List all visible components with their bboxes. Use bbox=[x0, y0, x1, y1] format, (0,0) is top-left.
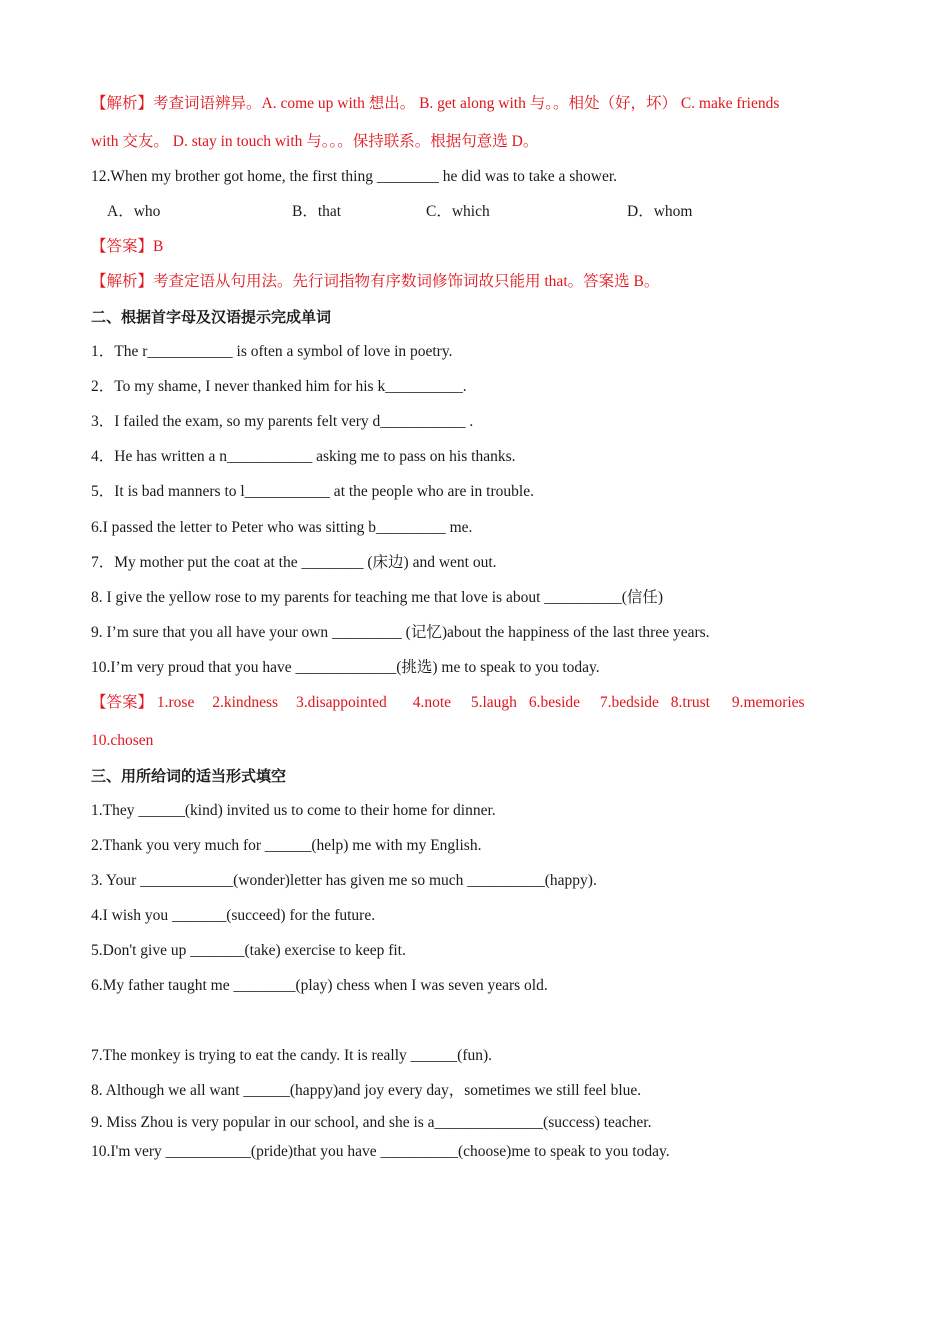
section2-item: 6.I passed the letter to Peter who was sitting b_________ me. bbox=[91, 519, 473, 536]
section3-item: 9. Miss Zhou is very popular in our school, and she is a______________(success) teacher. bbox=[91, 1114, 652, 1131]
section2-title: 二、根据首字母及汉语提示完成单词 bbox=[91, 308, 332, 326]
section3-item: 5.Don't give up _______(take) exercise to keep fit. bbox=[91, 942, 406, 959]
section2-item: 2．To my shame, I never thanked him for his k__________. bbox=[91, 378, 467, 395]
answer-item: 7.bedside bbox=[599, 694, 659, 711]
section2-item: 9. I’m sure that you all have your own _________ (记忆)about the happiness of the last three years. bbox=[91, 624, 710, 641]
section3-item: 1.They ______(kind) invited us to come to their home for dinner. bbox=[91, 802, 496, 819]
answer-item: 8.trust bbox=[670, 694, 710, 711]
q11-analysis-line2: with 交友。 D. stay in touch with 与。。。保持联系。根据句意选 D。 bbox=[91, 133, 539, 150]
q12-option-c: C．which bbox=[426, 203, 490, 220]
answer-item: 9.memories bbox=[731, 694, 805, 711]
answer-label: 【答案】 bbox=[91, 694, 154, 711]
section2-item: 5．It is bad manners to l___________ at the people who are in trouble. bbox=[91, 483, 534, 500]
section2-item: 7．My mother put the coat at the ________ (床边) and went out. bbox=[91, 554, 497, 571]
answer-item: 2.kindness bbox=[212, 694, 279, 711]
section2-item: 10.I’m very proud that you have _____________(挑选) me to speak to you today. bbox=[91, 659, 600, 676]
answer-item: 1.rose bbox=[156, 694, 195, 711]
answer-item: 6.beside bbox=[528, 694, 581, 711]
section3-item: 7.The monkey is trying to eat the candy. It is really ______(fun). bbox=[91, 1047, 493, 1064]
answer-item: 3.disappointed bbox=[295, 694, 387, 711]
q12-answer: 【答案】B bbox=[91, 238, 164, 255]
section2-item: 8. I give the yellow rose to my parents for teaching me that love is about __________(信任) bbox=[91, 589, 664, 606]
section3-item: 2.Thank you very much for ______(help) me with my English. bbox=[91, 837, 482, 854]
q12-option-b: B．that bbox=[292, 203, 342, 220]
section2-item: 1．The r___________ is often a symbol of love in poetry. bbox=[91, 343, 453, 360]
q12-stem: 12.When my brother got home, the first thing ________ he did was to take a shower. bbox=[91, 168, 618, 185]
section3-item: 10.I'm very ___________(pride)that you have __________(choose)me to speak to you today. bbox=[91, 1143, 670, 1160]
answer-item: 10.chosen bbox=[91, 732, 154, 749]
section2-item: 3．I failed the exam, so my parents felt very d___________ . bbox=[91, 413, 474, 430]
answer-item: 4.note bbox=[412, 694, 451, 711]
section3-item: 8. Although we all want ______(happy)and joy every day，sometimes we still feel blue. bbox=[91, 1082, 642, 1099]
section3-title: 三、用所给词的适当形式填空 bbox=[91, 767, 287, 785]
section3-item: 6.My father taught me ________(play) chess when I was seven years old. bbox=[91, 977, 548, 994]
q11-analysis-line1: 【解析】考查词语辨异。A. come up with 想出。 B. get along with 与。。相处（好，坏） C. make friends bbox=[91, 95, 780, 112]
q12-analysis: 【解析】考查定语从句用法。先行词指物有序数词修饰词故只能用 that。答案选 B。 bbox=[91, 273, 660, 290]
q12-option-a: A．who bbox=[107, 203, 161, 220]
section3-item: 4.I wish you _______(succeed) for the future. bbox=[91, 907, 376, 924]
answer-item: 5.laugh bbox=[470, 694, 517, 711]
q12-option-d: D．whom bbox=[627, 203, 693, 220]
section2-answers bbox=[91, 693, 805, 713]
section2-item: 4．He has written a n___________ asking me to pass on his thanks. bbox=[91, 448, 516, 465]
section3-item: 3. Your ____________(wonder)letter has given me so much __________(happy). bbox=[91, 872, 597, 889]
